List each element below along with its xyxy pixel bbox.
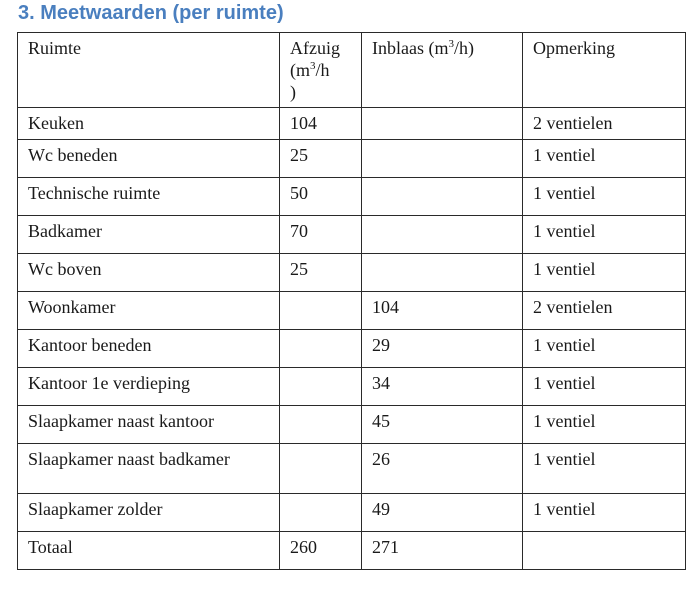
- cell-ruimte: Slaapkamer naast badkamer: [18, 444, 280, 494]
- cell-inblaas: [362, 254, 523, 292]
- cell-opmerking: 1 ventiel: [523, 330, 686, 368]
- cell-opmerking: 1 ventiel: [523, 216, 686, 254]
- cell-ruimte: Wc boven: [18, 254, 280, 292]
- cell-inblaas: [362, 178, 523, 216]
- header-afzuig-unit-close: /h: [315, 60, 330, 80]
- cell-ruimte: Totaal: [18, 532, 280, 570]
- table-row-total: [18, 532, 686, 570]
- cell-opmerking: 1 ventiel: [523, 368, 686, 406]
- table-row: [18, 108, 686, 140]
- table-row: [18, 216, 686, 254]
- cell-opmerking: 1 ventiel: [523, 254, 686, 292]
- cell-afzuig: [280, 292, 362, 330]
- header-inblaas-sup: 3: [448, 38, 454, 50]
- header-afzuig-unit-tail: ): [290, 82, 296, 102]
- cell-ruimte: Kantoor 1e verdieping: [18, 368, 280, 406]
- cell-inblaas: 49: [362, 494, 523, 532]
- cell-afzuig: [280, 406, 362, 444]
- cell-inblaas: [362, 140, 523, 178]
- cell-afzuig: [280, 494, 362, 532]
- table-row: [18, 178, 686, 216]
- table-row: [18, 330, 686, 368]
- cell-inblaas: 45: [362, 406, 523, 444]
- measurements-table: [17, 32, 686, 570]
- cell-afzuig: [280, 444, 362, 494]
- cell-inblaas: [362, 108, 523, 140]
- header-afzuig-unit-sup: 3: [310, 60, 316, 72]
- cell-afzuig: [280, 330, 362, 368]
- cell-ruimte: Technische ruimte: [18, 178, 280, 216]
- table-row: [18, 292, 686, 330]
- table-row: [18, 140, 686, 178]
- cell-ruimte: Slaapkamer naast kantoor: [18, 406, 280, 444]
- cell-opmerking: 1 ventiel: [523, 444, 686, 494]
- cell-ruimte: Badkamer: [18, 216, 280, 254]
- table-row: [18, 254, 686, 292]
- header-afzuig: [280, 33, 362, 108]
- header-afzuig-unit-open: (m: [290, 60, 310, 80]
- cell-inblaas: 34: [362, 368, 523, 406]
- cell-inblaas: 271: [362, 532, 523, 570]
- cell-afzuig: 50: [280, 178, 362, 216]
- header-ruimte: Ruimte: [18, 33, 280, 108]
- cell-afzuig: 25: [280, 140, 362, 178]
- cell-ruimte: Slaapkamer zolder: [18, 494, 280, 532]
- table-header-row: [18, 33, 686, 108]
- header-inblaas: [362, 33, 523, 108]
- header-inblaas-label: Inblaas (m: [372, 38, 449, 58]
- cell-afzuig: [280, 368, 362, 406]
- cell-opmerking: [523, 532, 686, 570]
- cell-afzuig: 70: [280, 216, 362, 254]
- cell-afzuig: 260: [280, 532, 362, 570]
- cell-opmerking: 1 ventiel: [523, 140, 686, 178]
- cell-ruimte: Kantoor beneden: [18, 330, 280, 368]
- cell-afzuig: 25: [280, 254, 362, 292]
- cell-ruimte: Woonkamer: [18, 292, 280, 330]
- cell-opmerking: 1 ventiel: [523, 178, 686, 216]
- cell-opmerking: 1 ventiel: [523, 406, 686, 444]
- cell-opmerking: 2 ventielen: [523, 108, 686, 140]
- table-row: [18, 406, 686, 444]
- cell-opmerking: 1 ventiel: [523, 494, 686, 532]
- header-inblaas-close: /h): [453, 38, 474, 58]
- cell-opmerking: 2 ventielen: [523, 292, 686, 330]
- table-row: [18, 444, 686, 494]
- cell-ruimte: Keuken: [18, 108, 280, 140]
- table-row: [18, 368, 686, 406]
- header-opmerking: Opmerking: [523, 33, 686, 108]
- cell-ruimte: Wc beneden: [18, 140, 280, 178]
- table-row: [18, 494, 686, 532]
- section-title: 3. Meetwaarden (per ruimte): [18, 2, 284, 24]
- cell-inblaas: [362, 216, 523, 254]
- cell-inblaas: 29: [362, 330, 523, 368]
- cell-afzuig: 104: [280, 108, 362, 140]
- cell-inblaas: 26: [362, 444, 523, 494]
- cell-inblaas: 104: [362, 292, 523, 330]
- header-afzuig-label: Afzuig: [290, 38, 340, 58]
